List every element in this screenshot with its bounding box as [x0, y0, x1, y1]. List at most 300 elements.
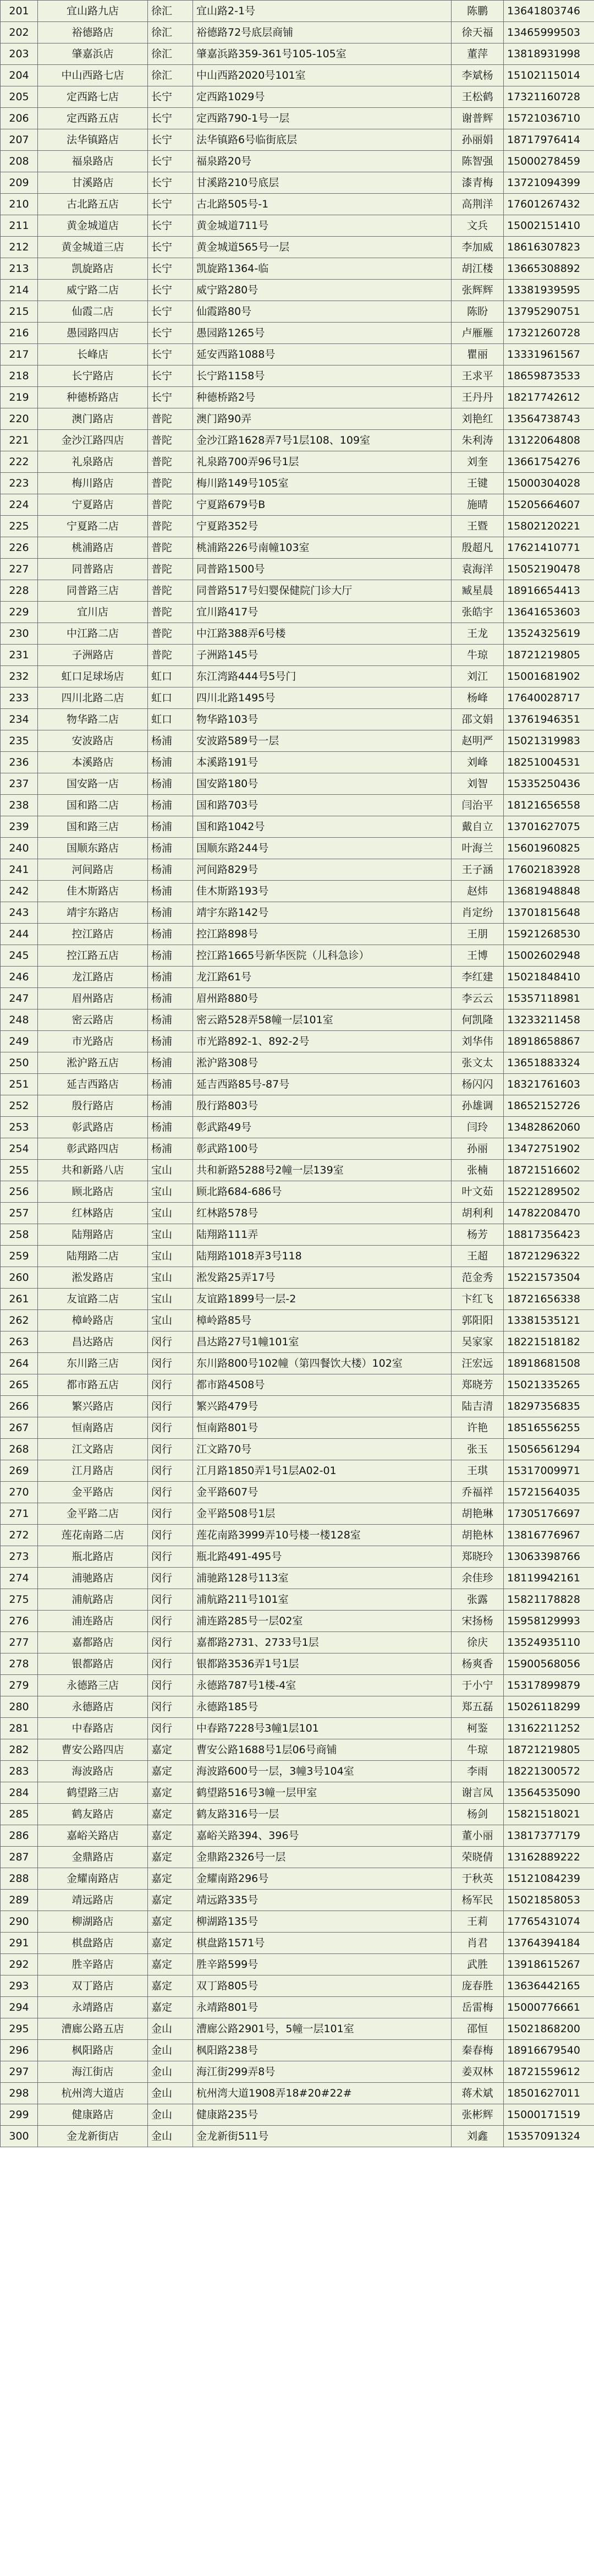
district-cell: 宝山: [148, 1224, 193, 1246]
address-cell: 四川北路1495号: [193, 687, 452, 709]
phone-cell: 13641803746: [504, 1, 594, 22]
store-name-cell: 威宁路二店: [38, 280, 148, 301]
table-row: [1, 344, 594, 365]
phone-cell: 17305176697: [504, 1503, 594, 1525]
phone-cell: 18721559612: [504, 2061, 594, 2083]
phone-cell: 15000278459: [504, 151, 594, 172]
contact-person-cell: 荣晓倩: [452, 1847, 504, 1868]
contact-person-cell: 张皓宇: [452, 602, 504, 623]
table-row: [1, 881, 594, 902]
row-number-cell: 209: [1, 172, 38, 194]
row-number-cell: 234: [1, 709, 38, 730]
contact-person-cell: 刘艳红: [452, 408, 504, 430]
contact-person-cell: 孙丽娟: [452, 129, 504, 151]
district-cell: 普陀: [148, 473, 193, 494]
address-cell: 仙霞路80号: [193, 301, 452, 323]
address-cell: 种德桥路2号: [193, 387, 452, 408]
table-row: [1, 1246, 594, 1267]
contact-person-cell: 杨峰: [452, 687, 504, 709]
contact-person-cell: 范金秀: [452, 1267, 504, 1289]
row-number-cell: 219: [1, 387, 38, 408]
row-number-cell: 242: [1, 881, 38, 902]
contact-person-cell: 王琪: [452, 1460, 504, 1482]
contact-person-cell: 张玉: [452, 1439, 504, 1460]
contact-person-cell: 张露: [452, 1589, 504, 1611]
table-row: [1, 1289, 594, 1310]
store-name-cell: 淞沪路五店: [38, 1052, 148, 1074]
table-row: [1, 1804, 594, 1825]
district-cell: 长宁: [148, 365, 193, 387]
row-number-cell: 293: [1, 1975, 38, 1997]
district-cell: 杨浦: [148, 816, 193, 838]
table-row: [1, 1267, 594, 1289]
table-row: [1, 237, 594, 258]
district-cell: 杨浦: [148, 1074, 193, 1095]
store-name-cell: 都市路五店: [38, 1374, 148, 1396]
store-name-cell: 国和路三店: [38, 816, 148, 838]
phone-cell: 13701815648: [504, 902, 594, 924]
address-cell: 莲花南路3999弄10号楼一楼128室: [193, 1525, 452, 1546]
address-cell: 曹安公路1688号1层06号商铺: [193, 1739, 452, 1761]
store-name-cell: 宁夏路店: [38, 494, 148, 516]
table-row: [1, 795, 594, 816]
table-row: [1, 2104, 594, 2126]
store-name-cell: 彰武路店: [38, 1117, 148, 1138]
row-number-cell: 247: [1, 988, 38, 1009]
phone-cell: 18119942161: [504, 1568, 594, 1589]
district-cell: 嘉定: [148, 1933, 193, 1954]
row-number-cell: 205: [1, 86, 38, 108]
district-cell: 金山: [148, 2018, 193, 2040]
district-cell: 长宁: [148, 86, 193, 108]
store-name-cell: 鹤友路店: [38, 1804, 148, 1825]
row-number-cell: 223: [1, 473, 38, 494]
district-cell: 嘉定: [148, 1847, 193, 1868]
row-number-cell: 229: [1, 602, 38, 623]
address-cell: 宁夏路352号: [193, 516, 452, 537]
contact-person-cell: 王松鹤: [452, 86, 504, 108]
table-row: [1, 1739, 594, 1761]
address-cell: 控江路898号: [193, 924, 452, 945]
district-cell: 嘉定: [148, 1911, 193, 1933]
contact-person-cell: 岳雷梅: [452, 1997, 504, 2018]
phone-cell: 13233211458: [504, 1009, 594, 1031]
phone-cell: 15021868200: [504, 2018, 594, 2040]
contact-person-cell: 陈智强: [452, 151, 504, 172]
row-number-cell: 290: [1, 1911, 38, 1933]
phone-cell: 13564535090: [504, 1782, 594, 1804]
phone-cell: 15601960825: [504, 838, 594, 859]
address-cell: 彰武路49号: [193, 1117, 452, 1138]
table-row: [1, 451, 594, 473]
district-cell: 徐汇: [148, 43, 193, 65]
phone-cell: 15821178828: [504, 1589, 594, 1611]
store-name-cell: 同普路三店: [38, 580, 148, 602]
store-name-cell: 昌达路店: [38, 1331, 148, 1353]
district-cell: 杨浦: [148, 859, 193, 881]
row-number-cell: 271: [1, 1503, 38, 1525]
contact-person-cell: 赵明严: [452, 730, 504, 752]
phone-cell: 18616307823: [504, 237, 594, 258]
row-number-cell: 218: [1, 365, 38, 387]
address-cell: 恒南路801号: [193, 1417, 452, 1439]
store-name-cell: 永德路三店: [38, 1675, 148, 1696]
phone-cell: 13721094399: [504, 172, 594, 194]
district-cell: 闵行: [148, 1718, 193, 1739]
address-cell: 都市路4508号: [193, 1374, 452, 1396]
table-row: [1, 1589, 594, 1611]
row-number-cell: 254: [1, 1138, 38, 1160]
address-cell: 河间路829号: [193, 859, 452, 881]
row-number-cell: 298: [1, 2083, 38, 2104]
address-cell: 澳门路90弄: [193, 408, 452, 430]
phone-cell: 18916654413: [504, 580, 594, 602]
address-cell: 鹤友路316号一层: [193, 1804, 452, 1825]
phone-cell: 17601267432: [504, 194, 594, 215]
table-row: [1, 709, 594, 730]
contact-person-cell: 王子涵: [452, 859, 504, 881]
row-number-cell: 224: [1, 494, 38, 516]
contact-person-cell: 牛琼: [452, 645, 504, 666]
district-cell: 杨浦: [148, 988, 193, 1009]
phone-cell: 13331961567: [504, 344, 594, 365]
phone-cell: 13761946351: [504, 709, 594, 730]
store-name-cell: 密云路店: [38, 1009, 148, 1031]
address-cell: 金平路607号: [193, 1482, 452, 1503]
district-cell: 杨浦: [148, 967, 193, 988]
district-cell: 长宁: [148, 108, 193, 129]
phone-cell: 15221289502: [504, 1181, 594, 1203]
table-row: [1, 1546, 594, 1568]
table-row: [1, 473, 594, 494]
table-row: [1, 2083, 594, 2104]
table-row: [1, 1890, 594, 1911]
address-cell: 浦驰路128号113室: [193, 1568, 452, 1589]
contact-person-cell: 乔福祥: [452, 1482, 504, 1503]
contact-person-cell: 于秋英: [452, 1868, 504, 1890]
district-cell: 普陀: [148, 494, 193, 516]
table-row: [1, 666, 594, 687]
row-number-cell: 246: [1, 967, 38, 988]
store-name-cell: 枫阳路店: [38, 2040, 148, 2061]
row-number-cell: 244: [1, 924, 38, 945]
address-cell: 福泉路20号: [193, 151, 452, 172]
phone-cell: 15001681902: [504, 666, 594, 687]
table-row: [1, 602, 594, 623]
district-cell: 嘉定: [148, 1804, 193, 1825]
district-cell: 徐汇: [148, 65, 193, 86]
table-row: [1, 1031, 594, 1052]
row-number-cell: 226: [1, 537, 38, 559]
address-cell: 海波路600号一层，3幢3号104室: [193, 1761, 452, 1782]
address-cell: 殷行路803号: [193, 1095, 452, 1117]
district-cell: 杨浦: [148, 1052, 193, 1074]
phone-cell: 13472751902: [504, 1138, 594, 1160]
row-number-cell: 296: [1, 2040, 38, 2061]
store-name-cell: 靖宇东路店: [38, 902, 148, 924]
phone-cell: 18501627011: [504, 2083, 594, 2104]
district-cell: 杨浦: [148, 945, 193, 967]
contact-person-cell: 刘峰: [452, 752, 504, 773]
district-cell: 宝山: [148, 1267, 193, 1289]
address-cell: 柳湖路135号: [193, 1911, 452, 1933]
table-row: [1, 1353, 594, 1374]
address-cell: 本溪路191号: [193, 752, 452, 773]
district-cell: 嘉定: [148, 1761, 193, 1782]
store-name-cell: 四川北路二店: [38, 687, 148, 709]
row-number-cell: 216: [1, 323, 38, 344]
store-name-cell: 顾北路店: [38, 1181, 148, 1203]
phone-cell: 18721219805: [504, 645, 594, 666]
district-cell: 长宁: [148, 194, 193, 215]
address-cell: 同普路517号妇婴保健院门诊大厅: [193, 580, 452, 602]
address-cell: 淞沪路308号: [193, 1052, 452, 1074]
row-number-cell: 210: [1, 194, 38, 215]
table-row: [1, 43, 594, 65]
store-name-cell: 金沙江路四店: [38, 430, 148, 451]
row-number-cell: 240: [1, 838, 38, 859]
row-number-cell: 250: [1, 1052, 38, 1074]
row-number-cell: 288: [1, 1868, 38, 1890]
store-table-body: [1, 1, 594, 2147]
contact-person-cell: 施晴: [452, 494, 504, 516]
store-name-cell: 安波路店: [38, 730, 148, 752]
table-row: [1, 1052, 594, 1074]
phone-cell: 18721516602: [504, 1160, 594, 1181]
row-number-cell: 221: [1, 430, 38, 451]
contact-person-cell: 陈盼: [452, 301, 504, 323]
store-name-cell: 福泉路店: [38, 151, 148, 172]
table-row: [1, 494, 594, 516]
contact-person-cell: 陈鹏: [452, 1, 504, 22]
table-row: [1, 924, 594, 945]
phone-cell: 18916679540: [504, 2040, 594, 2061]
row-number-cell: 206: [1, 108, 38, 129]
row-number-cell: 284: [1, 1782, 38, 1804]
contact-person-cell: 叶海兰: [452, 838, 504, 859]
district-cell: 闵行: [148, 1460, 193, 1482]
contact-person-cell: 郑五磊: [452, 1696, 504, 1718]
phone-cell: 18221518182: [504, 1331, 594, 1353]
district-cell: 闵行: [148, 1439, 193, 1460]
phone-cell: 15921268530: [504, 924, 594, 945]
district-cell: 长宁: [148, 258, 193, 280]
phone-cell: 18217742612: [504, 387, 594, 408]
table-row: [1, 1503, 594, 1525]
table-row: [1, 408, 594, 430]
district-cell: 闵行: [148, 1331, 193, 1353]
address-cell: 双丁路805号: [193, 1975, 452, 1997]
phone-cell: 15335250436: [504, 773, 594, 795]
contact-person-cell: 漆青梅: [452, 172, 504, 194]
contact-person-cell: 闫玲: [452, 1117, 504, 1138]
table-row: [1, 838, 594, 859]
address-cell: 陆翔路111弄: [193, 1224, 452, 1246]
contact-person-cell: 刘华伟: [452, 1031, 504, 1052]
district-cell: 闵行: [148, 1503, 193, 1525]
store-name-cell: 金耀南路店: [38, 1868, 148, 1890]
address-cell: 顾北路684-686号: [193, 1181, 452, 1203]
row-number-cell: 217: [1, 344, 38, 365]
row-number-cell: 273: [1, 1546, 38, 1568]
address-cell: 古北路505号-1: [193, 194, 452, 215]
address-cell: 子洲路145号: [193, 645, 452, 666]
address-cell: 永德路787号1楼-4室: [193, 1675, 452, 1696]
table-row: [1, 1181, 594, 1203]
table-row: [1, 859, 594, 881]
address-cell: 银都路3536弄1号1层: [193, 1653, 452, 1675]
district-cell: 长宁: [148, 387, 193, 408]
row-number-cell: 270: [1, 1482, 38, 1503]
store-name-cell: 永德路店: [38, 1696, 148, 1718]
address-cell: 控江路1665号新华医院（儿科急诊）: [193, 945, 452, 967]
phone-cell: 15958129993: [504, 1611, 594, 1632]
store-name-cell: 佳木斯路店: [38, 881, 148, 902]
store-name-cell: 肇嘉浜店: [38, 43, 148, 65]
phone-cell: 15357091324: [504, 2126, 594, 2147]
row-number-cell: 215: [1, 301, 38, 323]
store-name-cell: 定西路五店: [38, 108, 148, 129]
address-cell: 宁夏路679号B: [193, 494, 452, 516]
store-name-cell: 长峰店: [38, 344, 148, 365]
store-name-cell: 黄金城道三店: [38, 237, 148, 258]
store-name-cell: 浦连路店: [38, 1611, 148, 1632]
store-name-cell: 柳湖路店: [38, 1911, 148, 1933]
table-row: [1, 2040, 594, 2061]
address-cell: 黄金城道711号: [193, 215, 452, 237]
address-cell: 中春路7228号3幢1层101: [193, 1718, 452, 1739]
contact-person-cell: 张辉辉: [452, 280, 504, 301]
store-name-cell: 定西路七店: [38, 86, 148, 108]
row-number-cell: 233: [1, 687, 38, 709]
address-cell: 瓶北路491-495号: [193, 1546, 452, 1568]
store-name-cell: 樟岭路店: [38, 1310, 148, 1331]
store-name-cell: 嘉都路店: [38, 1632, 148, 1653]
district-cell: 长宁: [148, 129, 193, 151]
address-cell: 鹤望路516号3幢一层甲室: [193, 1782, 452, 1804]
phone-cell: 18251004531: [504, 752, 594, 773]
table-row: [1, 1868, 594, 1890]
contact-person-cell: 武胜: [452, 1954, 504, 1975]
contact-person-cell: 柯鉴: [452, 1718, 504, 1739]
table-row: [1, 730, 594, 752]
table-row: [1, 1009, 594, 1031]
store-name-cell: 友谊路二店: [38, 1289, 148, 1310]
phone-cell: 18721656338: [504, 1289, 594, 1310]
district-cell: 嘉定: [148, 1997, 193, 2018]
table-row: [1, 1, 594, 22]
table-row: [1, 580, 594, 602]
contact-person-cell: 郑晓芳: [452, 1374, 504, 1396]
district-cell: 普陀: [148, 537, 193, 559]
phone-cell: 13636442165: [504, 1975, 594, 1997]
row-number-cell: 255: [1, 1160, 38, 1181]
phone-cell: 17321160728: [504, 86, 594, 108]
row-number-cell: 285: [1, 1804, 38, 1825]
district-cell: 普陀: [148, 516, 193, 537]
district-cell: 普陀: [148, 645, 193, 666]
contact-person-cell: 杨爽香: [452, 1653, 504, 1675]
address-cell: 永靖路801号: [193, 1997, 452, 2018]
row-number-cell: 292: [1, 1954, 38, 1975]
address-cell: 桃浦路226号南幢103室: [193, 537, 452, 559]
phone-cell: 13381939595: [504, 280, 594, 301]
district-cell: 长宁: [148, 323, 193, 344]
row-number-cell: 251: [1, 1074, 38, 1095]
contact-person-cell: 王超: [452, 1246, 504, 1267]
table-row: [1, 1417, 594, 1439]
row-number-cell: 264: [1, 1353, 38, 1374]
contact-person-cell: 杨闪闪: [452, 1074, 504, 1095]
district-cell: 杨浦: [148, 1117, 193, 1138]
district-cell: 宝山: [148, 1310, 193, 1331]
store-name-cell: 健康路店: [38, 2104, 148, 2126]
contact-person-cell: 袁海洋: [452, 559, 504, 580]
contact-person-cell: 秦春梅: [452, 2040, 504, 2061]
row-number-cell: 295: [1, 2018, 38, 2040]
contact-person-cell: 孙丽: [452, 1138, 504, 1160]
contact-person-cell: 朱利涛: [452, 430, 504, 451]
contact-person-cell: 杨军民: [452, 1890, 504, 1911]
table-row: [1, 752, 594, 773]
contact-person-cell: 汪宏远: [452, 1353, 504, 1374]
phone-cell: 15002602948: [504, 945, 594, 967]
district-cell: 闵行: [148, 1675, 193, 1696]
contact-person-cell: 董萍: [452, 43, 504, 65]
contact-person-cell: 杨剑: [452, 1804, 504, 1825]
phone-cell: 18817356423: [504, 1224, 594, 1246]
table-row: [1, 623, 594, 645]
district-cell: 闵行: [148, 1589, 193, 1611]
address-cell: 延吉西路85号-87号: [193, 1074, 452, 1095]
store-name-cell: 黄金城道店: [38, 215, 148, 237]
contact-person-cell: 王龙: [452, 623, 504, 645]
district-cell: 普陀: [148, 602, 193, 623]
row-number-cell: 277: [1, 1632, 38, 1653]
table-row: [1, 1439, 594, 1460]
table-row: [1, 1825, 594, 1847]
phone-cell: 18659873533: [504, 365, 594, 387]
row-number-cell: 274: [1, 1568, 38, 1589]
phone-cell: 18918658867: [504, 1031, 594, 1052]
district-cell: 普陀: [148, 580, 193, 602]
row-number-cell: 269: [1, 1460, 38, 1482]
district-cell: 杨浦: [148, 838, 193, 859]
table-row: [1, 323, 594, 344]
row-number-cell: 237: [1, 773, 38, 795]
row-number-cell: 231: [1, 645, 38, 666]
store-name-cell: 共和新路八店: [38, 1160, 148, 1181]
store-name-cell: 古北路五店: [38, 194, 148, 215]
phone-cell: 15102115014: [504, 65, 594, 86]
store-name-cell: 陆翔路二店: [38, 1246, 148, 1267]
address-cell: 靖远路335号: [193, 1890, 452, 1911]
contact-person-cell: 邵文娟: [452, 709, 504, 730]
table-row: [1, 215, 594, 237]
table-row: [1, 1160, 594, 1181]
store-name-cell: 凯旋路店: [38, 258, 148, 280]
table-row: [1, 687, 594, 709]
address-cell: 江文路70号: [193, 1439, 452, 1460]
address-cell: 眉州路880号: [193, 988, 452, 1009]
phone-cell: 13817377179: [504, 1825, 594, 1847]
district-cell: 闵行: [148, 1525, 193, 1546]
district-cell: 闵行: [148, 1632, 193, 1653]
row-number-cell: 201: [1, 1, 38, 22]
district-cell: 徐汇: [148, 1, 193, 22]
table-row: [1, 430, 594, 451]
contact-person-cell: 胡江楼: [452, 258, 504, 280]
